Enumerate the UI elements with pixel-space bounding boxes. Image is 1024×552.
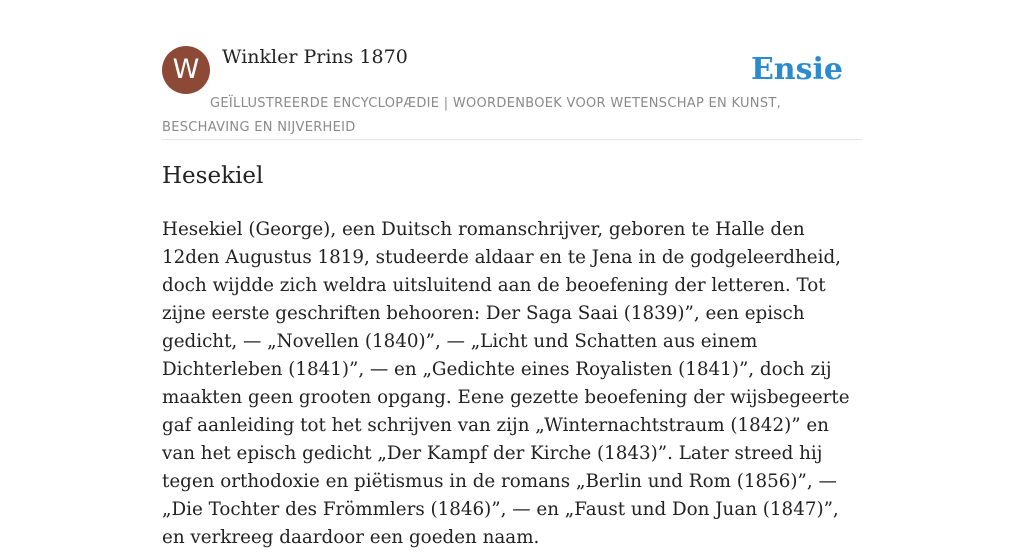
entry-body: Hesekiel (George), een Duitsch romanschrijver, geboren te Halle den 12den Augustus 1819, studeerde aldaar en te Jena in de godgeleerdheid, doch wijdde zich weldra uitsluitend aan de beoefening der letteren. Tot zijne eerste geschriften behooren: Der Saga Saai (1839)”, een episch gedicht, — „Novellen (1840)”, — „Licht und Schatten aus einem Dichterleben (1841)”, — en „Gedichte eines Royalisten (1841)”, doch zij maakten geen grooten opgang. Eene gezette beoefening der wijsbegeerte gaf aanleiding tot het schrijven van zijn „Winternachtstraum (1842)” en van het episch gedicht „Der Kampf der Kirche (1843)”. Later streed hij tegen orthodoxie en piëtismus in de romans „Berlin und Rom (1856)”, — „Die Tochter des Frömmlers (1846)”, — en „Faust und Don Juan (1847)”, en verkreeg daardoor een goeden naam. bbox=[162, 219, 850, 548]
divider bbox=[162, 139, 862, 140]
brand-logo[interactable]: Ensie bbox=[750, 52, 843, 87]
source-subtitle: GEÏLLUSTREERDE ENCYCLOPÆDIE | WOORDENBOEK VOOR WETENSCHAP EN KUNST, BESCHAVING EN NIJVERHEID bbox=[162, 96, 782, 135]
source-title[interactable]: Winkler Prins 1870 bbox=[222, 46, 408, 68]
entry-title: Hesekiel bbox=[162, 163, 264, 189]
avatar: W bbox=[162, 46, 210, 94]
